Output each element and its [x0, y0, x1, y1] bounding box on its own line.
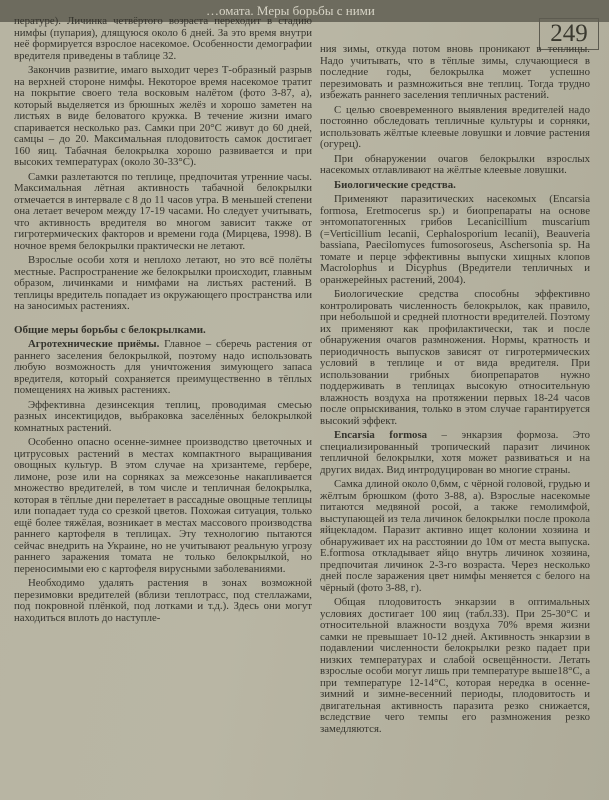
- subheading: [320, 180, 590, 192]
- paragraph: При обнаружении очагов белокрылки взрослых насекомых отлавливают на жёлтые клеевые ловушки.: [320, 152, 590, 176]
- species-name: Encarsia formosa: [334, 429, 428, 441]
- paragraph: Особенно опасно осенне-зимнее производство цветочных и цитрусовых растений в местах компактного выращивания овощных культур. В этом случае на хризантеме, гербере, лимоне, розе или на сорняках за межсезонье накапливается множество вредителей, в том числе и тепличная белокрылка, которая в тёплые дни перелетает в рассадные овощные теплицы или попадает туда со срезкой цветов. Похожая ситуация, только ещё более тяжёлая, возникает в местах массового производства раннего картофеля в теплицах. Эту технологию пытаются сейчас внедрить на Украине, но не учитывают реальную угрозу раннего заражения томата не только белокрылкой, но переносимыми ею с картофеля вирусными заболеваниями.: [14, 436, 312, 575]
- paragraph: Применяют паразитических насекомых (Encarsia formosa, Eretmocerus sp.) и биопрепараты на основе энтомопатогенных грибов Lecanicillium muscarium (=Verticillium lecanii, Cephalosporium lecanii), Beauveria bassiana, Paecilomyces fumosoroseus, Aschersonia sp. На томате и перце эффективны выпуски хищных клопов Macrolophus и Dicyphus (Вредители тепличных и оранжерейных растений, 2004).: [320, 193, 590, 286]
- right-column: [320, 44, 590, 738]
- paragraph: ния зимы, откуда потом вновь проникают в теплицы. Надо учитывать, что в тёплые зимы, случающиеся в последние годы, белокрылка может успешно перезимовать и размножиться вне теплиц. Тогда трудно избежать раннего заселения тепличных растений.: [320, 43, 590, 101]
- paragraph: [14, 339, 312, 397]
- paragraph: Самки разлетаются по теплице, предпочитая утренние часы. Максимальная лётная активность табачной белокрылки отмечается в интервале с 8 до 11 часов утра. В меньшей степени она летает вечером между 17-19 часами. Но следует учитывать, что активность вредителя во многом зависит также от гигротермических факторов и времени года (Мирцева, 1998). В ночное время белокрылки практически не летают.: [14, 170, 312, 252]
- left-column: [14, 16, 312, 627]
- page-number: 249: [539, 18, 599, 50]
- paragraph: пературе). Личинка четвёртого возраста переходит в стадию нимфы (пупария), длящуюся около 6 дней. За это время внутри неё формируется взрослое насекомое. Особенности демографии вредителя приведены в таблице 32.: [14, 15, 312, 62]
- section-title: Общие меры борьбы с белокрылками.: [14, 323, 206, 336]
- paragraph: Биологические средства способны эффективно контролировать численность белокрылок, как правило, при небольшой и средней плотности вредителей. Поэтому их применяют как профилактически, так и после обнаружения очагов размножения. Нормы, кратность и периодичность выпусков зависят от гигротермических условий в теплице и от вида вредителя. При использовании грибных биопрепаратов нужно поддерживать в теплицах высокую относительную влажность воздуха на протяжении первых 18-24 часов после опрыскивания, только в этом случае гарантируется высокий эффект.: [320, 288, 590, 427]
- paragraph: Закончив развитие, имаго выходит через Т-образный разрыв на верхней стороне нимфы. Некоторое время насекомое тратит на покрытие своего тела восковым налётом (фото 3-87, а), который выделяется из брюшных желёз и хорошо заметен на листьях в виде беловатого кружка. В течение жизни имаго спаривается несколько раз. Самки при 20°С живут до 60 дней, самцы – до 20. Максимальная плодовитость самок достигает 160 яиц. Табачная белокрылка хорошо развивается и при высоких температурах (около 30-33°С).: [14, 64, 312, 168]
- subheading: Агротехнические приёмы.: [28, 338, 160, 350]
- paragraph: Взрослые особи хотя и неплохо летают, но это всё полёты местные. Распространение же белокрылки происходит, главным образом, личинками и нимфами на листьях растений. В теплицы вредитель попадает из окружающего пространства или на заносимых растениях.: [14, 254, 312, 312]
- paragraph: [320, 430, 590, 476]
- paragraph: Самка длиной около 0,6мм, с чёрной головой, грудью и жёлтым брюшком (фото 3-88, а). Взрослые насекомые питаются медвяной росой, а также гемолимфой, выступающей из тела личинок белокрылки после прокола яйцекладом. Паразит активно ищет колонии хозяина и обнаруживает их на расстоянии до 10м от места выпуска. E.formosa откладывает яйцо внутрь личинок хозяина, предпочитая личинок 2-3-го возраста. Через несколько дней после заражения цвет нимфы меняется с белого на чёрный (фото 3-88, г).: [320, 478, 590, 594]
- paragraph: Эффективна дезинсекция теплиц, проводимая смесью разных инсектицидов, выбраковка заселённых белокрылкой комнатных растений.: [14, 398, 312, 434]
- paragraph: С целью своевременного выявления вредителей надо постоянно обследовать тепличные культуры и сорняки, использовать жёлтые клеевые ловушки и ловчие растения (огурец).: [320, 103, 590, 150]
- paragraph: Общая плодовитость энкарзии в оптимальных условиях достигает 100 яиц (табл.33). При 25-30°С и относительной влажности воздуха 70% время жизни самки не превышает 10-12 дней. Активность энкарзии в подавлении численности белокрылки резко падает при низких температурах и слабой освещённости. Летать взрослые особи могут лишь при температуре выше18°С, а при температуре 12-14°С, которая нередка в осенне-зимний и зимне-весенний периоды, плодовитость и двигательная активность паразита резко снижается, вследствие чего темпы его размножения резко замедляются.: [320, 596, 590, 735]
- paragraph-text: – энкарзия формоза. Это специализированный тропический паразит личинок тепличной белокрылки, хотя может развиваться и на других видах. Вид интродуцирован во многие страны.: [320, 429, 590, 476]
- subheading-text: Биологические средства.: [334, 178, 456, 191]
- paragraph: Необходимо удалять растения в зонах возможной перезимовки вредителей (вблизи теплотрасс, под стеллажами, под покровной плёнкой, под лотками и т.д.). Здесь они могут находиться вплоть до наступле-: [14, 577, 312, 624]
- header-title: …омата. Меры борьбы с ними: [206, 3, 375, 18]
- paragraph-text: Главное – сберечь растения от раннего заселения белокрылкой, поэтому надо использовать любую возможность для уничтожения зимующего запаса вредителя, который сохраняется преимущественно в тёплых помещениях на живых растениях.: [14, 338, 312, 396]
